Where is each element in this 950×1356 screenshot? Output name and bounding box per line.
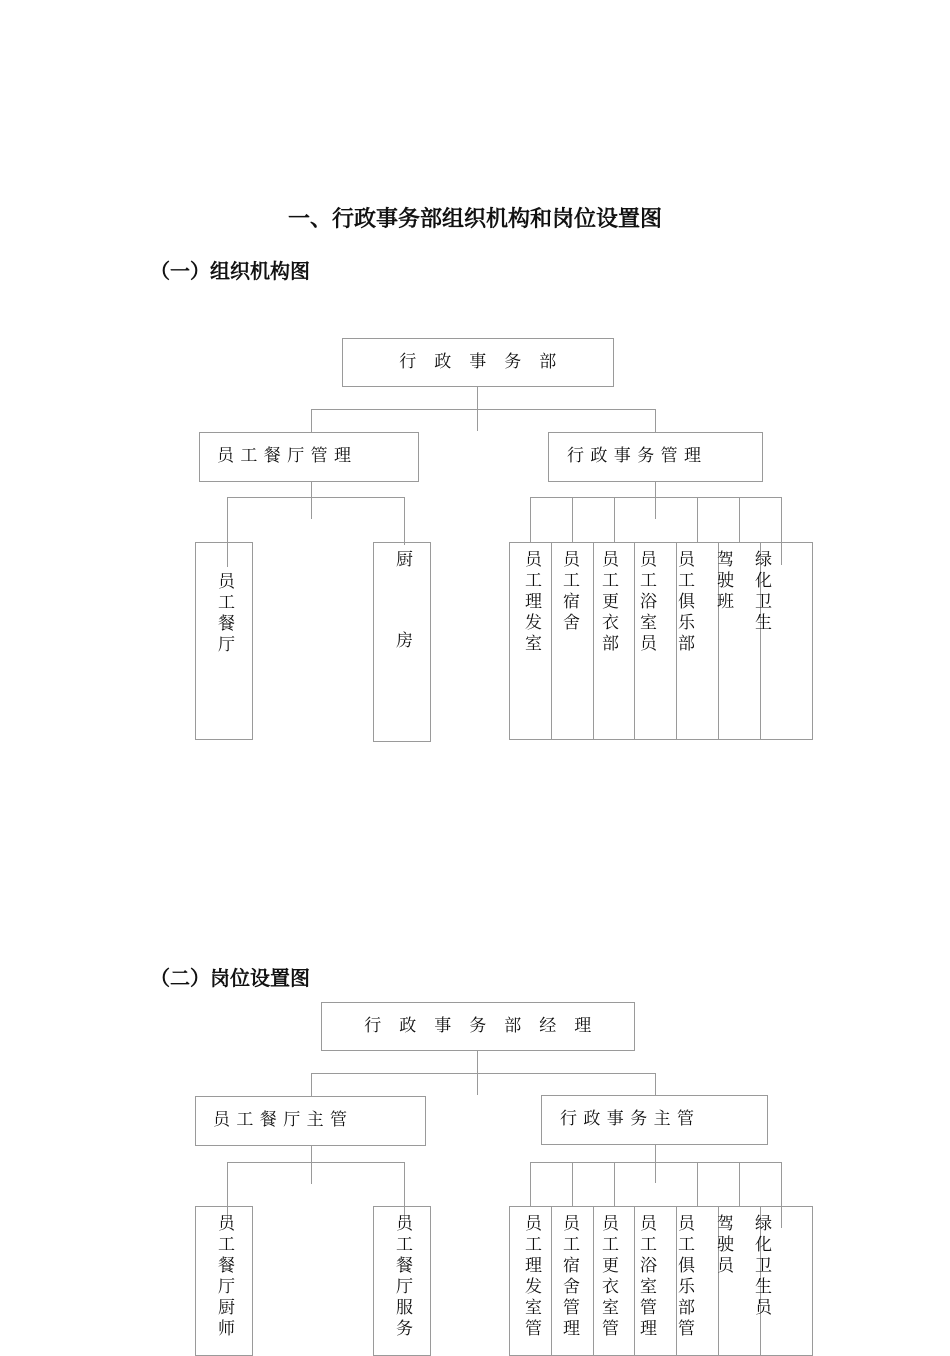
section1-heading: （一）组织机构图 [150, 259, 310, 283]
connector [739, 497, 740, 542]
divider [551, 542, 552, 740]
divider [551, 1206, 552, 1356]
divider [634, 1206, 635, 1356]
connector [530, 1162, 781, 1163]
divider [593, 1206, 594, 1356]
connector [311, 1146, 312, 1184]
connector [530, 497, 781, 498]
connector [530, 497, 531, 542]
org-right-child-label: 绿化卫生 [751, 550, 771, 634]
org-left-child-label: 厨 房 [392, 550, 412, 658]
post-right-child-label: 员工理发室管 [521, 1214, 541, 1340]
post-left-child-label: 员工餐厅服务 [392, 1214, 412, 1340]
org-right-child-label: 员工更衣部 [598, 550, 618, 655]
org-right-child-label: 驾驶班 [713, 550, 733, 613]
connector [572, 497, 573, 542]
connector [614, 497, 615, 542]
connector [311, 1073, 655, 1074]
org-root-box: 行 政 事 务 部 [342, 338, 614, 387]
connector [697, 497, 698, 542]
connector [614, 1162, 615, 1206]
post-left-box: 员 工 餐 厅 主 管 [195, 1096, 426, 1146]
connector [572, 1162, 573, 1206]
post-right-child-label: 绿化卫生员 [751, 1214, 771, 1319]
connector [530, 1162, 531, 1206]
post-right-child-label: 驾驶员 [713, 1214, 733, 1277]
connector [311, 482, 312, 519]
org-left-child-label: 员工餐厅 [214, 572, 234, 656]
connector [404, 497, 405, 545]
post-right-child-label: 员工俱乐部管 [674, 1214, 694, 1340]
org-right-box: 行 政 事 务 管 理 [548, 432, 763, 482]
section2-heading: （二）岗位设置图 [150, 966, 310, 990]
connector [655, 409, 656, 432]
divider [634, 542, 635, 740]
connector [697, 1162, 698, 1206]
connector [311, 1073, 312, 1096]
connector [227, 497, 404, 498]
org-left-box: 员 工 餐 厅 管 理 [199, 432, 419, 482]
connector [311, 409, 655, 410]
post-right-child-label: 员工更衣室管 [598, 1214, 618, 1340]
divider [593, 542, 594, 740]
org-right-child-label: 员工宿舍 [559, 550, 579, 634]
page-title: 一、行政事务部组织机构和岗位设置图 [287, 207, 662, 232]
org-right-child-label: 员工浴室员 [636, 550, 656, 655]
post-left-child-label: 员工餐厅厨师 [214, 1214, 234, 1340]
connector [655, 1073, 656, 1095]
post-root-box: 行 政 事 务 部 经 理 [321, 1002, 635, 1051]
connector [655, 1145, 656, 1183]
connector [739, 1162, 740, 1206]
connector [311, 409, 312, 432]
org-right-child-label: 员工俱乐部 [674, 550, 694, 655]
post-right-box: 行 政 事 务 主 管 [541, 1095, 768, 1145]
connector [655, 482, 656, 519]
post-right-child-label: 员工宿舍管理 [559, 1214, 579, 1340]
connector [227, 1162, 404, 1163]
post-right-child-label: 员工浴室管理 [636, 1214, 656, 1340]
org-right-child-label: 员工理发室 [521, 550, 541, 655]
